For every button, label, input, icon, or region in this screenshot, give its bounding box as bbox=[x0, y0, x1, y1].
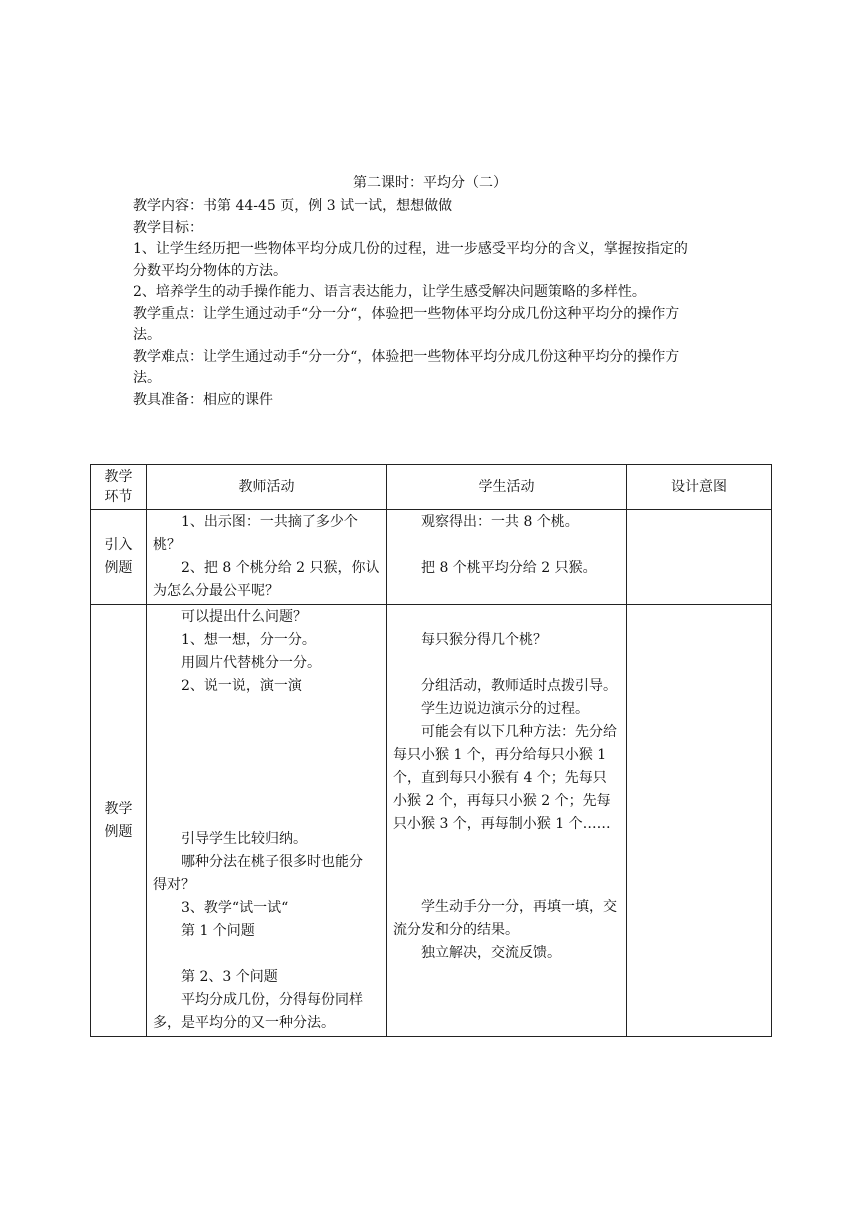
teacher-line: 引导学生比较归纳。 bbox=[181, 831, 307, 847]
teacher-cell bbox=[147, 605, 387, 1037]
header-section bbox=[91, 465, 147, 510]
table-row bbox=[91, 510, 772, 605]
teacher-line: 桃？ bbox=[153, 537, 181, 553]
section-cell-intro bbox=[91, 510, 147, 605]
student-cell bbox=[387, 605, 627, 1037]
section-label-line1: 教学 bbox=[104, 800, 133, 817]
intro-line-content: 教学内容：书第 44-45 页，例 3 试一试，想想做做 bbox=[133, 198, 453, 214]
intro-line-difficulty: 教学难点：让学生通过动手“分一分“，体验把一些物体平均分成几份这种平均分的操作方 bbox=[133, 348, 680, 365]
page-title: 第二课时：平均分（二） bbox=[353, 175, 507, 191]
section-cell-example bbox=[91, 605, 147, 1037]
header-student: 学生活动 bbox=[387, 465, 627, 510]
design-cell bbox=[627, 605, 772, 1037]
intro-line-objective-1-cont: 分数平均分物体的方法。 bbox=[133, 262, 287, 279]
intro-line-key-point: 教学重点：让学生通过动手“分一分“，体验把一些物体平均分成几份这种平均分的操作方 bbox=[133, 305, 680, 322]
student-line: 流分发和分的结果。 bbox=[393, 922, 519, 938]
teacher-line: 2、说一说，演一演 bbox=[181, 678, 302, 694]
teacher-cell bbox=[147, 510, 387, 605]
teacher-line: 1、想一想，分一分。 bbox=[181, 632, 316, 648]
teacher-line: 3、教学“试一试“ bbox=[181, 900, 289, 916]
student-cell bbox=[387, 510, 627, 605]
section-label-line2: 例题 bbox=[104, 560, 133, 576]
student-line: 学生动手分一分，再填一填，交 bbox=[421, 899, 617, 915]
teacher-line: 第 2、3 个问题 bbox=[181, 969, 278, 985]
teacher-line: 第 1 个问题 bbox=[181, 923, 255, 939]
lesson-table bbox=[90, 464, 772, 1037]
section-label-line1: 引入 bbox=[104, 537, 133, 553]
teacher-line: 哪种分法在桃子很多时也能分 bbox=[181, 854, 363, 870]
lesson-intro bbox=[133, 196, 733, 411]
student-line: 学生边说边演示分的过程。 bbox=[421, 701, 589, 717]
section-label-line2: 例题 bbox=[104, 823, 133, 840]
teacher-line: 得对？ bbox=[153, 877, 195, 893]
intro-line-objectives-heading: 教学目标： bbox=[133, 219, 203, 236]
intro-line-key-point-cont: 法。 bbox=[133, 327, 161, 343]
student-line: 可能会有以下几种方法：先分给 bbox=[421, 724, 617, 740]
intro-line-objective-2: 2、培养学生的动手操作能力、语言表达能力，让学生感受解决问题策略的多样性。 bbox=[133, 284, 646, 300]
student-line: 每只小猴 1 个，再分给每只小猴 1 bbox=[393, 747, 607, 763]
teacher-line: 用圆片代替桃分一分。 bbox=[181, 655, 321, 671]
student-line: 只小猴 3 个，再每制小猴 1 个…… bbox=[393, 816, 611, 832]
teacher-line: 为怎么分最公平呢？ bbox=[153, 583, 279, 599]
student-line: 每只猴分得几个桃？ bbox=[421, 632, 547, 648]
teacher-line: 平均分成几份，分得每份同样 bbox=[181, 992, 363, 1008]
table-row bbox=[91, 605, 772, 1037]
header-section-line1: 教学 bbox=[104, 469, 133, 485]
student-line: 独立解决，交流反馈。 bbox=[421, 945, 561, 961]
design-cell bbox=[627, 510, 772, 605]
table-header-row bbox=[91, 465, 772, 510]
student-line: 把 8 个桃平均分给 2 只猴。 bbox=[421, 560, 597, 576]
teacher-line: 多，是平均分的又一种分法。 bbox=[153, 1015, 335, 1031]
header-teacher: 教师活动 bbox=[147, 465, 387, 510]
intro-line-difficulty-cont: 法。 bbox=[133, 370, 161, 386]
teacher-line: 2、把 8 个桃分给 2 只猴，你认 bbox=[181, 560, 380, 576]
student-line: 观察得出：一共 8 个桃。 bbox=[421, 514, 579, 530]
header-design: 设计意图 bbox=[627, 465, 772, 510]
student-line: 分组活动，教师适时点拨引导。 bbox=[421, 678, 617, 694]
intro-line-objective-1: 1、让学生经历把一些物体平均分成几份的过程，进一步感受平均分的含义，掌握按指定的 bbox=[133, 241, 688, 257]
teacher-line: 1、出示图：一共摘了多少个 bbox=[181, 514, 358, 530]
student-line: 小猴 2 个，再每只小猴 2 个；先每 bbox=[393, 793, 611, 809]
header-section-line2: 环节 bbox=[104, 489, 133, 505]
teacher-line: 可以提出什么问题？ bbox=[181, 609, 307, 625]
student-line: 个，直到每只小猴有 4 个；先每只 bbox=[393, 770, 607, 786]
intro-line-materials: 教具准备：相应的课件 bbox=[133, 391, 273, 408]
